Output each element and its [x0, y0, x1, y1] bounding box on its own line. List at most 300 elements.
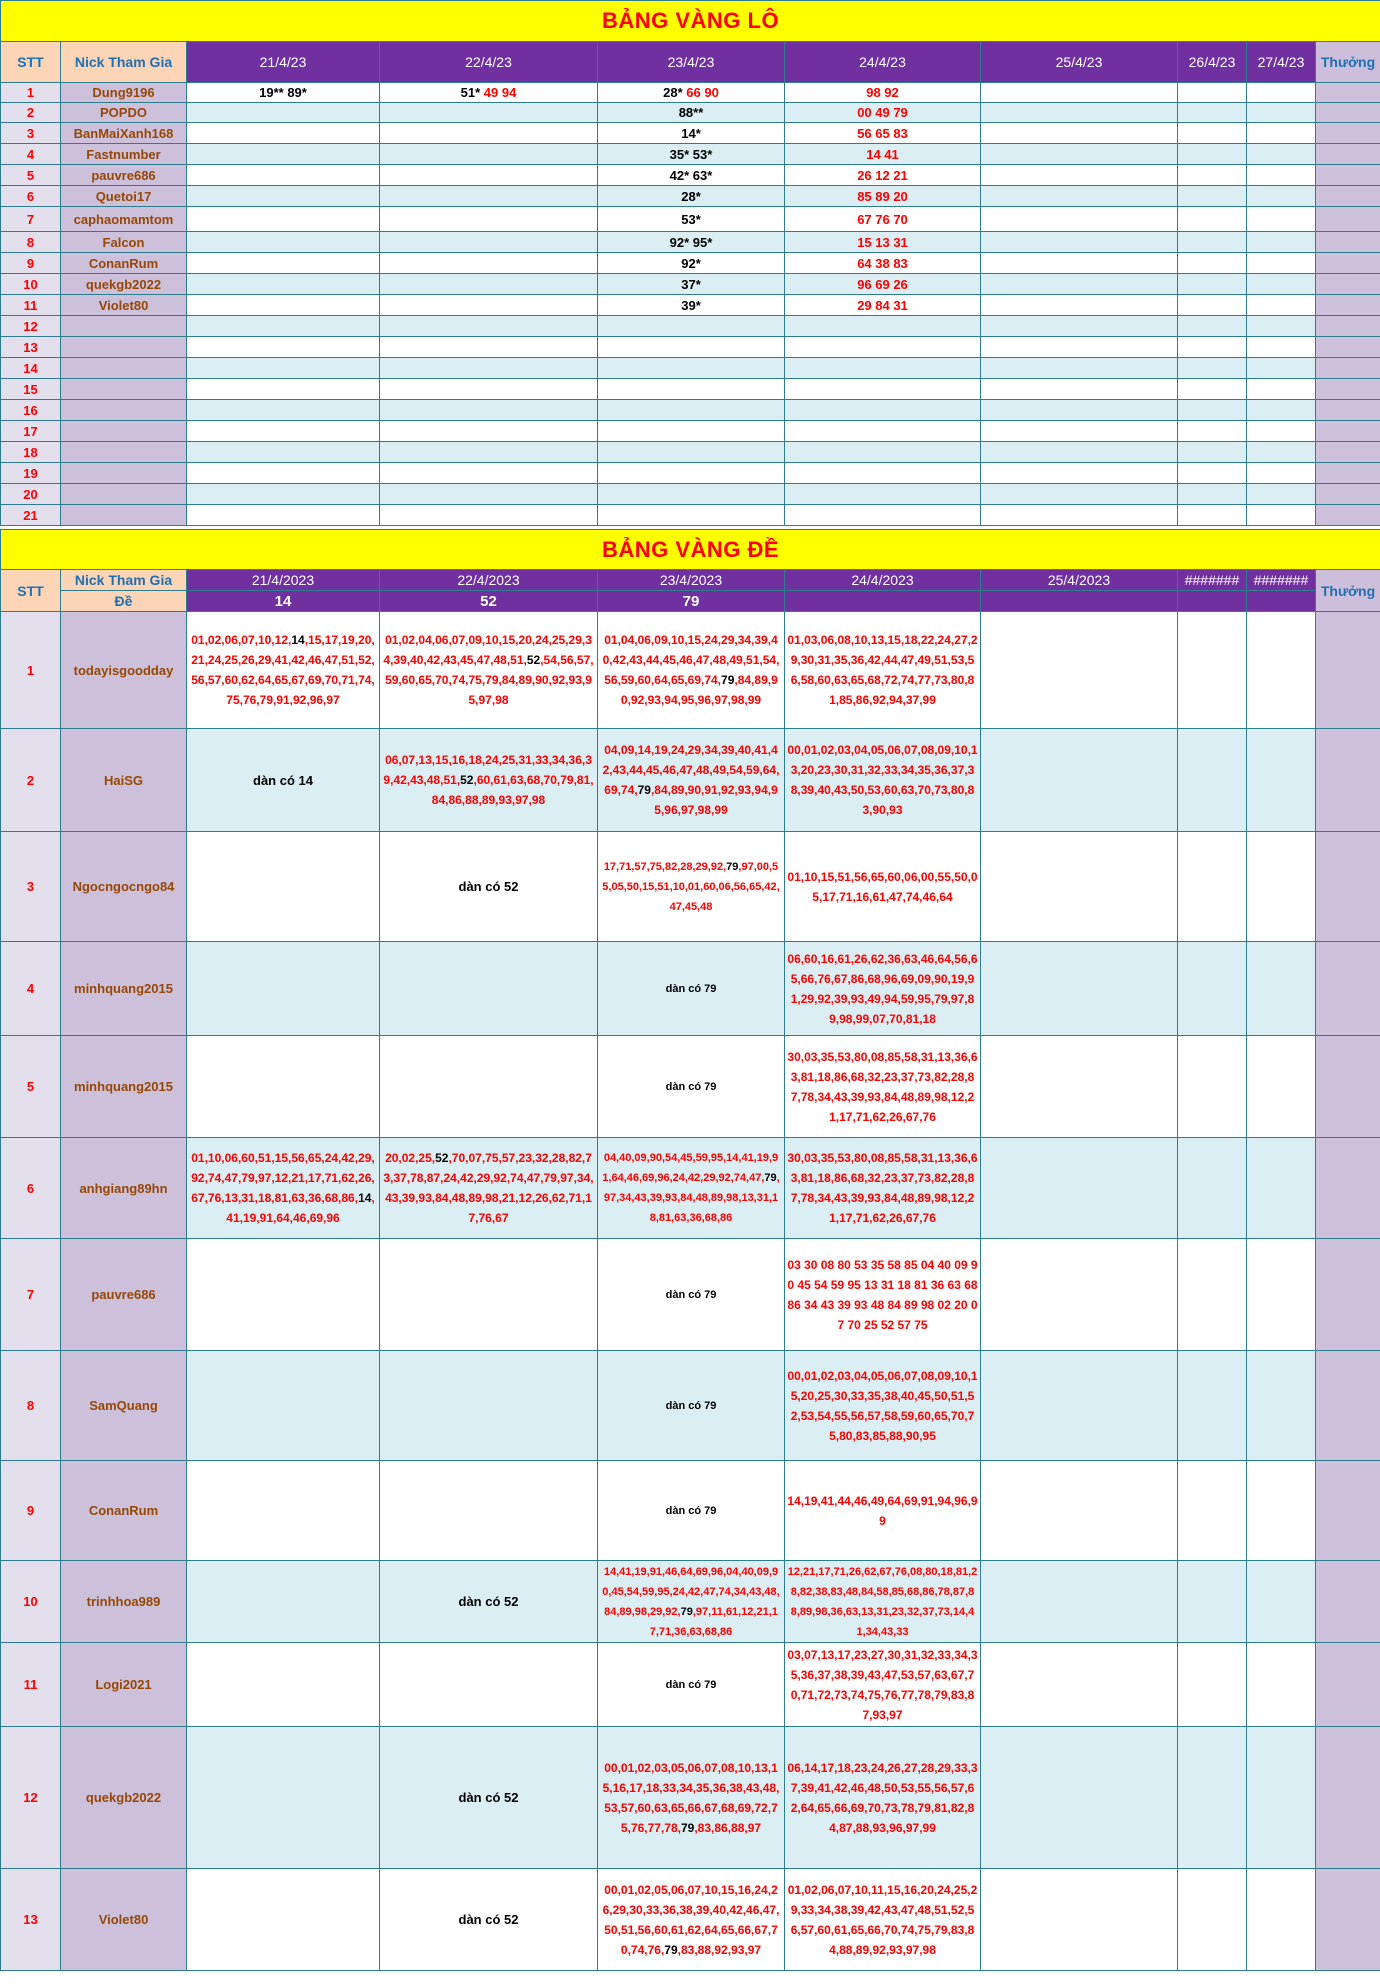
de-empty-cell	[187, 1036, 380, 1138]
de-empty-cell	[1178, 1351, 1247, 1461]
lo-row	[1, 505, 1380, 526]
de-nick: minhquang2015	[61, 1036, 187, 1138]
lo-thuong-cell	[1316, 144, 1380, 165]
de-number-list: 06,60,16,61,26,62,36,63,46,64,56,65,66,76,67,86,68,96,69,09,90,19,91,29,92,39,93,49,94,59,95,79,97,89,98,99,07,70,81,18	[787, 951, 978, 1026]
de-result-7	[1247, 591, 1316, 612]
lo-pick-cell	[187, 505, 380, 526]
lo-pick-cell	[598, 144, 785, 165]
lo-thuong-cell	[1316, 207, 1380, 232]
de-number-list: 00,01,02,03,05,06,07,08,10,13,15,16,17,18,33,34,35,36,38,43,48,53,57,60,63,65,66,67,68,69,72,75,76,77,78,	[602, 1760, 780, 1835]
de-number-list: 01,02,04,06,07,09,10,15,20,24,25,29,34,39,40,42,43,45,47,48,51,	[383, 633, 592, 667]
de-numbers-cell	[785, 1561, 981, 1643]
lo-stt: 19	[1, 463, 61, 484]
de-thuong-cell	[1316, 942, 1380, 1036]
de-title: BẢNG VÀNG ĐỀ	[1, 530, 1380, 570]
lo-pick-cell	[380, 83, 598, 103]
lo-stt: 1	[1, 83, 61, 103]
de-header-stt: STT	[1, 570, 61, 612]
lo-stt: 7	[1, 207, 61, 232]
de-nick: quekgb2022	[61, 1727, 187, 1869]
lo-pick-cell	[1178, 186, 1247, 207]
lo-stt: 15	[1, 379, 61, 400]
lo-pick-cell	[1247, 379, 1316, 400]
lo-pick-cell	[380, 505, 598, 526]
de-empty-cell	[1247, 1036, 1316, 1138]
de-numbers-cell	[598, 832, 785, 942]
de-stt: 2	[1, 729, 61, 832]
de-number-list: 00,01,02,05,06,07,10,15,16,24,26,29,30,33,36,38,39,40,42,46,47,50,51,56,60,61,62,64,65,66,67,70,74,76,	[602, 1882, 780, 1957]
de-winning-number: 14	[358, 1191, 372, 1205]
lo-pick-cell	[598, 274, 785, 295]
de-nick: Violet80	[61, 1869, 187, 1971]
de-empty-cell	[380, 1239, 598, 1351]
de-stt: 6	[1, 1138, 61, 1239]
de-nick: anhgiang89hn	[61, 1138, 187, 1239]
de-row	[1, 1561, 1380, 1643]
lo-pick-cell	[1178, 165, 1247, 186]
lo-pick-cell	[380, 316, 598, 337]
lo-pick-cell	[981, 123, 1178, 144]
lo-pick-cell	[981, 274, 1178, 295]
de-header-nick: Nick Tham Gia	[61, 570, 187, 591]
de-header-date-7: #######	[1247, 570, 1316, 591]
de-row	[1, 942, 1380, 1036]
lo-pick-cell	[981, 337, 1178, 358]
de-numbers-cell	[598, 612, 785, 729]
lo-thuong-cell	[1316, 103, 1380, 123]
de-empty-cell	[187, 1461, 380, 1561]
de-number-list: ,97,00,55,05,50,15,51,10,01,60,06,56,65,42,47,45,48	[602, 860, 780, 913]
lo-thuong-cell	[1316, 83, 1380, 103]
lo-thuong-cell	[1316, 484, 1380, 505]
lo-pick-cell	[1247, 186, 1316, 207]
lo-thuong-cell	[1316, 442, 1380, 463]
lo-pick-cell	[380, 400, 598, 421]
lo-pick-cell	[1178, 379, 1247, 400]
lo-thuong-cell	[1316, 421, 1380, 442]
lo-result-hit: 26 12 21	[857, 167, 908, 183]
lo-pick-cell	[187, 337, 380, 358]
lo-row	[1, 337, 1380, 358]
lo-pick-cell	[1178, 505, 1247, 526]
de-numbers-cell	[380, 729, 598, 832]
de-number-list: 03 30 08 80 53 35 58 85 04 40 09 90 45 54 59 95 13 31 18 81 36 63 68 86 34 43 39 93 48 84 89 98 02 20 07 70 25 52 57 75	[787, 1257, 978, 1332]
lo-pick: 35* 53*	[669, 146, 713, 162]
lo-pick-cell	[380, 123, 598, 144]
lo-pick-cell	[1247, 484, 1316, 505]
lo-pick-cell	[187, 103, 380, 123]
lo-pick-cell	[1247, 505, 1316, 526]
lo-pick-cell	[598, 421, 785, 442]
lo-pick-cell	[187, 421, 380, 442]
lo-pick-cell	[785, 463, 981, 484]
lo-row	[1, 316, 1380, 337]
lo-pick-cell	[380, 337, 598, 358]
de-empty-cell	[981, 1561, 1178, 1643]
lo-pick-cell	[785, 421, 981, 442]
de-empty-cell	[1178, 1869, 1247, 1971]
de-number-list: 04,09,14,19,24,29,34,39,40,41,42,43,44,45,46,47,48,49,54,59,64,69,74,	[602, 743, 780, 797]
lo-stt: 5	[1, 165, 61, 186]
lo-pick-cell	[380, 358, 598, 379]
de-nick: Ngocngocngo84	[61, 832, 187, 942]
lo-pick-cell	[598, 103, 785, 123]
lo-pick-cell	[785, 103, 981, 123]
de-thuong-cell	[1316, 1036, 1380, 1138]
lo-pick: 88**	[678, 105, 704, 120]
de-winning-number: 79	[664, 1942, 678, 1957]
lo-pick-cell	[1247, 274, 1316, 295]
lo-pick-cell	[1247, 337, 1316, 358]
de-nick: ConanRum	[61, 1461, 187, 1561]
de-number-list: ,84,89,90,92,93,94,95,96,97,98,99	[620, 673, 778, 707]
de-number-list: 17,71,57,75,82,28,29,92,	[603, 860, 727, 873]
de-empty-cell	[1178, 832, 1247, 942]
de-winning-number: 79	[680, 1605, 693, 1618]
lo-pick-cell	[1247, 442, 1316, 463]
de-thuong-cell	[1316, 729, 1380, 832]
de-number-list: ,60,61,63,68,70,79,81,84,86,88,89,93,97,98	[431, 773, 594, 807]
de-header-date-6: #######	[1178, 570, 1247, 591]
lo-result-hit: 00 49 79	[857, 105, 908, 120]
de-row	[1, 729, 1380, 832]
lo-row	[1, 144, 1380, 165]
de-thuong-cell	[1316, 1869, 1380, 1971]
de-empty-cell	[1178, 1643, 1247, 1727]
lo-pick-cell	[380, 484, 598, 505]
de-empty-cell	[981, 1239, 1178, 1351]
lo-nick	[61, 421, 187, 442]
lo-result-hit: 98 92	[866, 85, 899, 100]
lo-pick-cell	[981, 144, 1178, 165]
lo-nick: Quetoi17	[61, 186, 187, 207]
de-number-list: 03,07,13,17,23,27,30,31,32,33,34,35,36,37,38,39,43,47,53,57,63,67,70,71,72,73,74,75,76,77,78,79,83,87,93,97	[787, 1647, 978, 1722]
lo-pick-cell	[598, 316, 785, 337]
de-numbers-cell	[785, 1351, 981, 1461]
lo-pick-cell	[785, 274, 981, 295]
de-row	[1, 1869, 1380, 1971]
lo-pick-cell	[187, 123, 380, 144]
de-stt: 9	[1, 1461, 61, 1561]
de-numbers-cell	[785, 612, 981, 729]
lo-pick-cell	[785, 505, 981, 526]
de-row	[1, 1461, 1380, 1561]
lo-nick: Violet80	[61, 295, 187, 316]
lo-header-nick: Nick Tham Gia	[61, 42, 187, 83]
lo-pick-cell	[785, 165, 981, 186]
lo-pick-cell	[598, 337, 785, 358]
lo-pick-cell	[598, 505, 785, 526]
de-numbers-cell	[785, 1869, 981, 1971]
de-number-list: 01,02,06,07,10,11,15,16,20,24,25,29,33,34,38,39,42,43,47,48,51,52,56,57,60,61,65,66,70,74,75,79,83,84,88,89,92,93,97,98	[787, 1882, 978, 1957]
lo-pick-cell	[187, 253, 380, 274]
lo-pick: 89*	[287, 85, 307, 100]
lo-pick-cell	[380, 144, 598, 165]
lo-pick-cell	[598, 400, 785, 421]
lo-pick-cell	[981, 379, 1178, 400]
lo-pick-cell	[598, 379, 785, 400]
de-header-date-3: 23/4/2023	[598, 570, 785, 591]
lo-pick-cell	[1178, 274, 1247, 295]
lo-row	[1, 232, 1380, 253]
lo-stt: 21	[1, 505, 61, 526]
de-empty-cell	[1247, 1561, 1316, 1643]
de-number-list: 04,40,09,90,54,45,59,95,14,41,19,91,64,46,69,96,24,42,29,92,74,47,	[602, 1152, 779, 1184]
de-number-list: 01,02,06,07,10,12,	[191, 633, 292, 647]
de-numbers-cell	[785, 1727, 981, 1869]
lo-pick-cell	[1247, 144, 1316, 165]
lo-pick-cell	[1247, 400, 1316, 421]
de-stt: 8	[1, 1351, 61, 1461]
lo-stt: 20	[1, 484, 61, 505]
lo-header-date-6: 26/4/23	[1178, 42, 1247, 83]
de-winning-number: 52	[526, 653, 541, 667]
lo-thuong-cell	[1316, 186, 1380, 207]
de-empty-cell	[1178, 1138, 1247, 1239]
lo-header-date-7: 27/4/23	[1247, 42, 1316, 83]
lo-pick-cell	[1247, 253, 1316, 274]
de-stt: 3	[1, 832, 61, 942]
lo-header-date-3: 23/4/23	[598, 42, 785, 83]
lo-pick-cell	[1247, 123, 1316, 144]
de-dan-note: dàn có 52	[380, 1561, 598, 1643]
de-number-list: 30,03,35,53,80,08,85,58,31,13,36,63,81,18,86,68,32,23,37,73,82,28,87,78,34,43,39,93,84,48,89,98,12,21,17,71,62,26,67,76	[787, 1049, 978, 1124]
lo-pick-cell	[981, 295, 1178, 316]
lo-title: BẢNG VÀNG LÔ	[1, 1, 1380, 42]
lo-pick-cell	[187, 83, 380, 103]
lo-stt: 9	[1, 253, 61, 274]
de-dan-note: dàn có 52	[380, 1727, 598, 1869]
de-empty-cell	[1178, 729, 1247, 832]
lo-row	[1, 442, 1380, 463]
lo-pick-cell	[598, 186, 785, 207]
de-numbers-cell	[785, 1643, 981, 1727]
de-winning-number: 79	[680, 1820, 695, 1835]
de-number-list: 01,10,06,60,51,15,56,65,24,42,29,92,74,47,79,97,12,21,17,71,62,26,67,76,13,31,18,81,63,36,68,86,	[191, 1151, 375, 1205]
lo-result-hit: 29 84 31	[857, 297, 908, 313]
lo-pick-cell	[598, 442, 785, 463]
lo-pick-cell	[380, 442, 598, 463]
lo-row	[1, 83, 1380, 103]
de-row	[1, 612, 1380, 729]
de-header-date-4: 24/4/2023	[785, 570, 981, 591]
lo-stt: 3	[1, 123, 61, 144]
lo-nick	[61, 337, 187, 358]
lo-pick-cell	[785, 186, 981, 207]
de-number-list: ,54,56,57,59,60,65,70,74,75,79,84,89,90,92,93,95,97,98	[385, 653, 594, 707]
lo-pick-cell	[981, 83, 1178, 103]
de-thuong-cell	[1316, 1239, 1380, 1351]
de-result-6	[1178, 591, 1247, 612]
de-numbers-cell	[187, 612, 380, 729]
lo-pick-cell	[785, 207, 981, 232]
lo-pick-cell	[981, 103, 1178, 123]
de-result-1: 14	[187, 591, 380, 612]
lo-nick	[61, 379, 187, 400]
lo-row	[1, 421, 1380, 442]
lo-result-hit: 49 94	[483, 85, 517, 100]
de-empty-cell	[380, 1036, 598, 1138]
de-number-list: ,83,88,92,93,97	[677, 1942, 762, 1957]
lo-pick-cell	[785, 442, 981, 463]
de-empty-cell	[1247, 832, 1316, 942]
de-stt: 12	[1, 1727, 61, 1869]
lo-header-thuong: Thưởng	[1316, 42, 1380, 83]
de-dan-note: dàn có 52	[380, 1869, 598, 1971]
lo-header-date-2: 22/4/23	[380, 42, 598, 83]
lo-pick-cell	[1247, 421, 1316, 442]
lo-pick-cell	[1178, 83, 1247, 103]
lo-pick: 39*	[681, 297, 701, 313]
de-empty-cell	[380, 942, 598, 1036]
de-header-date-2: 22/4/2023	[380, 570, 598, 591]
lo-pick-cell	[380, 186, 598, 207]
lo-row	[1, 463, 1380, 484]
de-empty-cell	[380, 1643, 598, 1727]
lo-thuong-cell	[1316, 253, 1380, 274]
lo-stt: 10	[1, 274, 61, 295]
lo-pick-cell	[1247, 83, 1316, 103]
de-number-list: 12,21,17,71,26,62,67,76,08,80,18,81,28,82,38,83,48,84,58,85,68,86,78,87,88,89,98,36,63,13,31,23,32,37,73,14,41,34,43,33	[787, 1565, 978, 1638]
lo-row	[1, 379, 1380, 400]
lo-pick: 53*	[681, 211, 701, 227]
lo-pick-cell	[1247, 463, 1316, 484]
lo-pick: 92* 95*	[669, 234, 713, 250]
lo-stt: 14	[1, 358, 61, 379]
de-numbers-cell	[785, 1461, 981, 1561]
lo-result-hit: 56 65 83	[857, 125, 908, 141]
lo-stt: 2	[1, 103, 61, 123]
de-numbers-cell	[785, 729, 981, 832]
de-thuong-cell	[1316, 1561, 1380, 1643]
de-number-list: ,97,34,43,39,93,84,48,89,98,13,31,18,81,63,36,68,86	[603, 1172, 780, 1224]
lo-nick	[61, 316, 187, 337]
lo-pick-cell	[380, 421, 598, 442]
de-thuong-cell	[1316, 1351, 1380, 1461]
de-thuong-cell	[1316, 612, 1380, 729]
de-row	[1, 1643, 1380, 1727]
de-numbers-cell	[785, 1239, 981, 1351]
de-empty-cell	[981, 729, 1178, 832]
lo-nick: caphaomamtom	[61, 207, 187, 232]
lo-pick-cell	[598, 463, 785, 484]
lo-pick-cell	[1178, 123, 1247, 144]
lo-pick-cell	[1178, 207, 1247, 232]
de-stt: 10	[1, 1561, 61, 1643]
lo-pick-cell	[1178, 316, 1247, 337]
de-number-list: 00,01,02,03,04,05,06,07,08,09,10,13,20,23,30,31,32,33,34,35,36,37,38,39,40,43,50,53,60,63,70,73,80,83,90,93	[787, 743, 978, 817]
lo-thuong-cell	[1316, 316, 1380, 337]
de-number-list: 30,03,35,53,80,08,85,58,31,13,36,63,81,18,86,68,32,23,37,73,82,28,87,78,34,43,39,93,84,48,89,98,12,21,17,71,62,26,67,76	[787, 1151, 978, 1225]
lo-stt: 16	[1, 400, 61, 421]
lo-pick-cell	[785, 232, 981, 253]
de-empty-cell	[187, 1351, 380, 1461]
lo-pick-cell	[981, 463, 1178, 484]
de-stt: 13	[1, 1869, 61, 1971]
lo-pick-cell	[1178, 232, 1247, 253]
de-number-list: 14,41,19,91,46,64,69,96,04,40,09,90,45,54,59,95,24,42,47,74,34,43,48,84,89,98,29,92,	[602, 1565, 780, 1618]
lo-thuong-cell	[1316, 232, 1380, 253]
lo-header-date-5: 25/4/23	[981, 42, 1178, 83]
lo-pick-cell	[598, 83, 785, 103]
lo-pick-cell	[187, 316, 380, 337]
de-numbers-cell	[380, 612, 598, 729]
de-empty-cell	[1178, 1461, 1247, 1561]
lo-pick-cell	[598, 165, 785, 186]
de-empty-cell	[981, 1036, 1178, 1138]
lo-pick-cell	[1247, 103, 1316, 123]
de-thuong-cell	[1316, 1461, 1380, 1561]
lo-stt: 11	[1, 295, 61, 316]
de-numbers-cell	[785, 832, 981, 942]
de-nick: HaiSG	[61, 729, 187, 832]
de-empty-cell	[1247, 612, 1316, 729]
de-empty-cell	[1247, 1643, 1316, 1727]
de-nick: todayisgoodday	[61, 612, 187, 729]
lo-nick: Falcon	[61, 232, 187, 253]
lo-pick: 14*	[681, 125, 701, 141]
lo-pick-cell	[1178, 144, 1247, 165]
de-winning-number: 52	[435, 1151, 449, 1165]
de-row	[1, 1239, 1380, 1351]
lo-pick-cell	[380, 103, 598, 123]
lo-pick-cell	[1178, 295, 1247, 316]
de-number-list: ,41,19,91,64,46,69,96	[226, 1191, 375, 1225]
de-result-2: 52	[380, 591, 598, 612]
lo-result-hit: 85 89 20	[857, 188, 908, 204]
de-row	[1, 1036, 1380, 1138]
lo-thuong-cell	[1316, 337, 1380, 358]
de-thuong-cell	[1316, 1727, 1380, 1869]
de-number-list: 14,19,41,44,46,49,64,69,91,94,96,99	[787, 1493, 978, 1528]
lo-pick-cell	[1178, 103, 1247, 123]
de-thuong-cell	[1316, 1643, 1380, 1727]
lo-row	[1, 123, 1380, 144]
lo-nick	[61, 358, 187, 379]
bang-vang-lo	[0, 0, 1380, 526]
de-number-list: 00,01,02,03,04,05,06,07,08,09,10,15,20,25,30,33,35,38,40,45,50,51,52,53,54,55,56,57,58,59,60,65,70,75,80,83,85,88,90,95	[787, 1368, 978, 1443]
lo-nick	[61, 400, 187, 421]
lo-pick-cell	[981, 484, 1178, 505]
de-nick: trinhhoa989	[61, 1561, 187, 1643]
lo-pick-cell	[785, 358, 981, 379]
de-number-list: 06,07,13,15,16,18,24,25,31,33,34,36,39,42,43,48,51,	[383, 753, 592, 787]
lo-row	[1, 484, 1380, 505]
lo-pick-cell	[981, 232, 1178, 253]
de-thuong-cell	[1316, 832, 1380, 942]
de-empty-cell	[1178, 1727, 1247, 1869]
de-empty-cell	[1247, 729, 1316, 832]
lo-pick-cell	[785, 484, 981, 505]
lo-pick-cell	[1247, 207, 1316, 232]
lo-pick-cell	[981, 505, 1178, 526]
de-result-4	[785, 591, 981, 612]
de-empty-cell	[981, 1869, 1178, 1971]
lo-pick-cell	[598, 358, 785, 379]
de-result-3: 79	[598, 591, 785, 612]
de-dan-note: dàn có 79	[598, 1239, 785, 1351]
de-empty-cell	[1178, 1239, 1247, 1351]
lo-stt: 12	[1, 316, 61, 337]
lo-thuong-cell	[1316, 295, 1380, 316]
lo-pick-cell	[1247, 316, 1316, 337]
lo-pick-cell	[187, 400, 380, 421]
de-result-5	[981, 591, 1178, 612]
lo-stt: 18	[1, 442, 61, 463]
lo-nick: BanMaiXanh168	[61, 123, 187, 144]
de-stt: 1	[1, 612, 61, 729]
lo-pick-cell	[981, 316, 1178, 337]
